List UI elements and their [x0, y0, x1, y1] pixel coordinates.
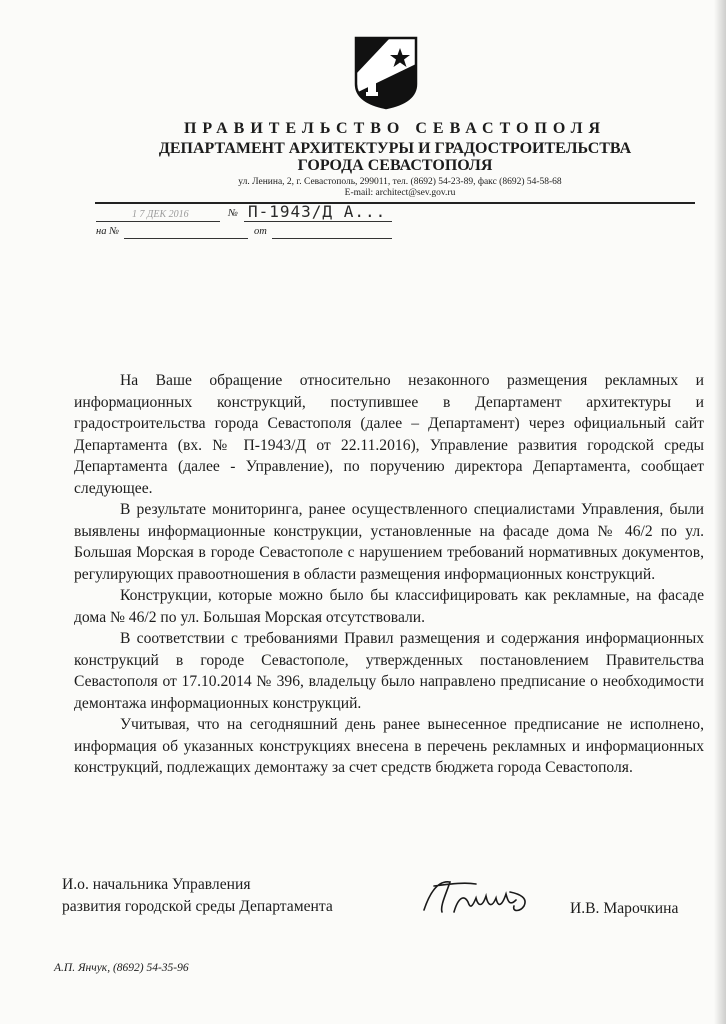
in-reply-underline: [124, 238, 248, 239]
body-paragraph: В результате мониторинга, ранее осуществленного специалистами Управления, были выявлены информационные конструкции, установленные на фасаде дома № 46/2 по ул. Большая Морская в городе Севастополе с нарушением требований нормативных документов, регулирующих правоотношения в области размещения информационных конструкций.: [74, 501, 704, 583]
number-label: №: [228, 208, 238, 219]
date-stamp: 1 7 ДЕК 2016: [132, 209, 189, 220]
contact-block: [180, 177, 620, 199]
header-divider: [95, 202, 695, 204]
signatory-title-line-2: развития городской среды Департамента: [62, 898, 333, 915]
government-title: ПРАВИТЕЛЬСТВО СЕВАСТОПОЛЯ: [183, 120, 607, 137]
address-line: ул. Ленина, 2, г. Севастополь, 299011, тел. (8692) 54-23-89, факс (8692) 54-58-68: [238, 177, 562, 187]
body-paragraph: Конструкции, которые можно было бы классифицировать как рекламные, на фасаде дома № 46/2 по ул. Большая Морская отсутствовали.: [74, 587, 704, 626]
email-line: E-mail: architect@sev.gov.ru: [344, 188, 456, 198]
body-paragraph: На Ваше обращение относительно незаконного размещения рекламных и информационных конструкций, поступившее в Департамент архитектуры и градостроительства города Севастополя (далее – Департамент) через официальный сайт Департамента (вх. № П-1943/Д от 22.11.2016), Управление развития городской среды Департамента (далее - Управление), по поручению директора Департамента, сообщает следующее.: [74, 372, 704, 497]
number-underline: [244, 221, 392, 222]
executor-contact: А.П. Янчук, (8692) 54-35-96: [54, 962, 189, 974]
in-reply-label: на №: [96, 226, 119, 237]
body-paragraph: Учитывая, что на сегодняшний день ранее вынесенное предписание не исполнено, информация об указанных конструкциях внесена в перечень рекламных и информационных конструкций, подлежащих демонтажу за счет средств бюджета города Севастополя.: [74, 716, 704, 776]
handwritten-signature: [420, 872, 540, 922]
letter-body: [74, 370, 704, 779]
body-paragraph: В соответствии с требованиями Правил размещения и содержания информационных конструкций в городе Севастополе, утвержденных постановлением Правительства Севастополя от 17.10.2014 № 396, владельцу было направлено предписание о необходимости демонтажа информационных конструкций.: [74, 630, 704, 712]
city-title: ГОРОДА СЕВАСТОПОЛЯ: [297, 157, 493, 174]
department-title: ДЕПАРТАМЕНТ АРХИТЕКТУРЫ И ГРАДОСТРОИТЕЛЬСТВА: [158, 140, 632, 157]
signatory-title-line-1: И.о. начальника Управления: [62, 876, 251, 893]
from-underline: [272, 238, 392, 239]
handwritten-reg-number: П-1943/Д А...: [248, 202, 387, 221]
sevastopol-coat-of-arms-icon: [350, 34, 422, 110]
from-label: от: [254, 226, 267, 237]
signatory-name: И.В. Марочкина: [570, 900, 679, 917]
date-underline: [96, 221, 220, 222]
